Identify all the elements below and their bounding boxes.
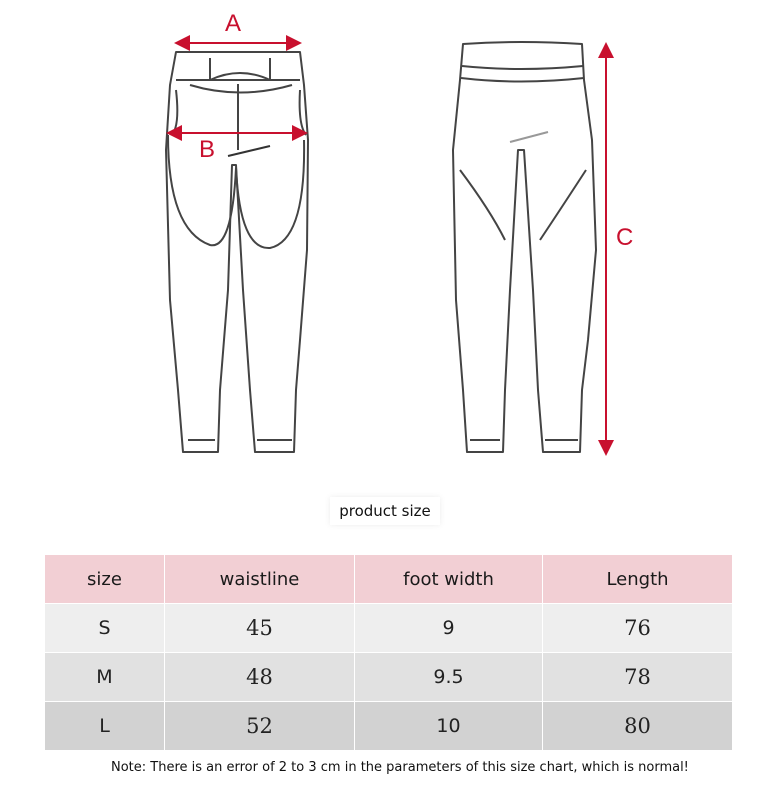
table-header-row (45, 555, 733, 604)
front-view-pants (453, 42, 596, 452)
foot-width-value: 10 (355, 702, 543, 751)
length-value: 78 (543, 653, 733, 702)
waistline-value: 52 (165, 702, 355, 751)
waistline-value: 45 (165, 604, 355, 653)
foot-width-value: 9.5 (355, 653, 543, 702)
label-b: B (199, 136, 216, 163)
size-error-note: Note: There is an error of 2 to 3 cm in the parameters of this size chart, which is normal! (111, 760, 689, 775)
header-waistline: waistline (165, 555, 355, 604)
label-c: C (616, 224, 634, 251)
foot-width-value: 9 (355, 604, 543, 653)
table-row (45, 653, 733, 702)
size-value: S (45, 604, 165, 653)
length-value: 76 (543, 604, 733, 653)
table-row (45, 604, 733, 653)
header-size: size (45, 555, 165, 604)
label-a: A (225, 10, 242, 37)
header-length: Length (543, 555, 733, 604)
waistline-value: 48 (165, 653, 355, 702)
table-row (45, 702, 733, 751)
size-chart-table (44, 554, 733, 751)
header-foot-width: foot width (355, 555, 543, 604)
product-size-caption: product size (330, 497, 440, 525)
length-value: 80 (543, 702, 733, 751)
size-value: L (45, 702, 165, 751)
back-view-pants (166, 52, 308, 452)
size-value: M (45, 653, 165, 702)
